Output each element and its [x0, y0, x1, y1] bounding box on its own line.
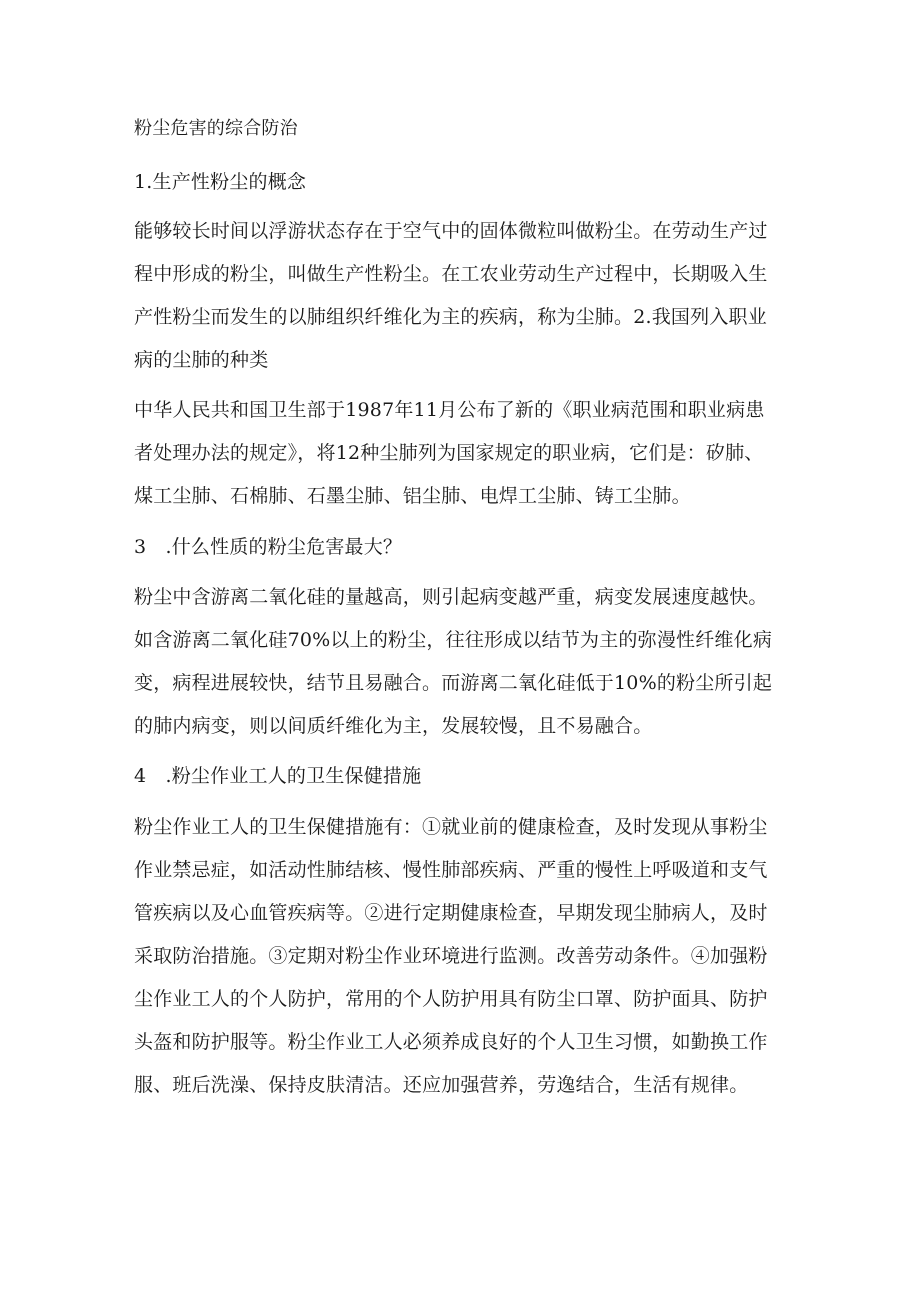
document-title: 粉尘危害的综合防治: [134, 118, 298, 139]
section-heading-3: 3 .什么性质的粉尘危害最大？: [134, 536, 403, 558]
paragraph-line: 服、班后洗澡、保持皮肤清洁。还应加强营养，劳逸结合，生活有规律。: [134, 1074, 749, 1096]
paragraph-line: 粉尘作业工人的卫生保健措施有：①就业前的健康检查，及时发现从事粉尘: [134, 816, 768, 838]
paragraph-line: 作业禁忌症，如活动性肺结核、慢性肺部疾病、严重的慢性上呼吸道和支气: [134, 859, 768, 881]
paragraph-line: 者处理办法的规定》，将12种尘肺列为国家规定的职业病，它们是：矽肺、: [134, 442, 764, 464]
paragraph-line: 产性粉尘而发生的以肺组织纤维化为主的疾病，称为尘肺。2.我国列入职业: [134, 306, 767, 328]
paragraph-line: 管疾病以及心血管疾病等。②进行定期健康检查，早期发现尘肺病人，及时: [134, 902, 768, 924]
section-heading-1: 1.生产性粉尘的概念: [134, 171, 307, 193]
paragraph-line: 的肺内病变，则以间质纤维化为主，发展较慢，且不易融合。: [134, 715, 653, 737]
paragraph-line: 粉尘中含游离二氧化硅的量越高，则引起病变越严重，病变发展速度越快。: [134, 586, 768, 608]
paragraph-line: 采取防治措施。③定期对粉尘作业环境进行监测。改善劳动条件。④加强粉: [134, 945, 768, 967]
paragraph-line: 能够较长时间以浮游状态存在于空气中的固体微粒叫做粉尘。在劳动生产过: [134, 220, 768, 242]
paragraph-line: 煤工尘肺、石棉肺、石墨尘肺、铝尘肺、电焊工尘肺、铸工尘肺。: [134, 485, 691, 507]
paragraph-line: 变，病程进展较快，结节且易融合。而游离二氧化硅低于10%的粉尘所引起: [134, 672, 773, 694]
section-heading-4: 4 .粉尘作业工人的卫生保健措施: [134, 765, 422, 787]
paragraph-line: 病的尘肺的种类: [134, 349, 269, 371]
paragraph-line: 如含游离二氧化硅70%以上的粉尘，往往形成以结节为主的弥漫性纤维化病: [134, 629, 773, 651]
paragraph-line: 程中形成的粉尘，叫做生产性粉尘。在工农业劳动生产过程中，长期吸入生: [134, 263, 768, 285]
paragraph-line: 尘作业工人的个人防护，常用的个人防护用具有防尘口罩、防护面具、防护: [134, 988, 768, 1010]
paragraph-line: 头盔和防护服等。粉尘作业工人必须养成良好的个人卫生习惯，如勤换工作: [134, 1031, 768, 1053]
paragraph-line: 中华人民共和国卫生部于1987年11月公布了新的《职业病范围和职业病患: [134, 399, 765, 421]
